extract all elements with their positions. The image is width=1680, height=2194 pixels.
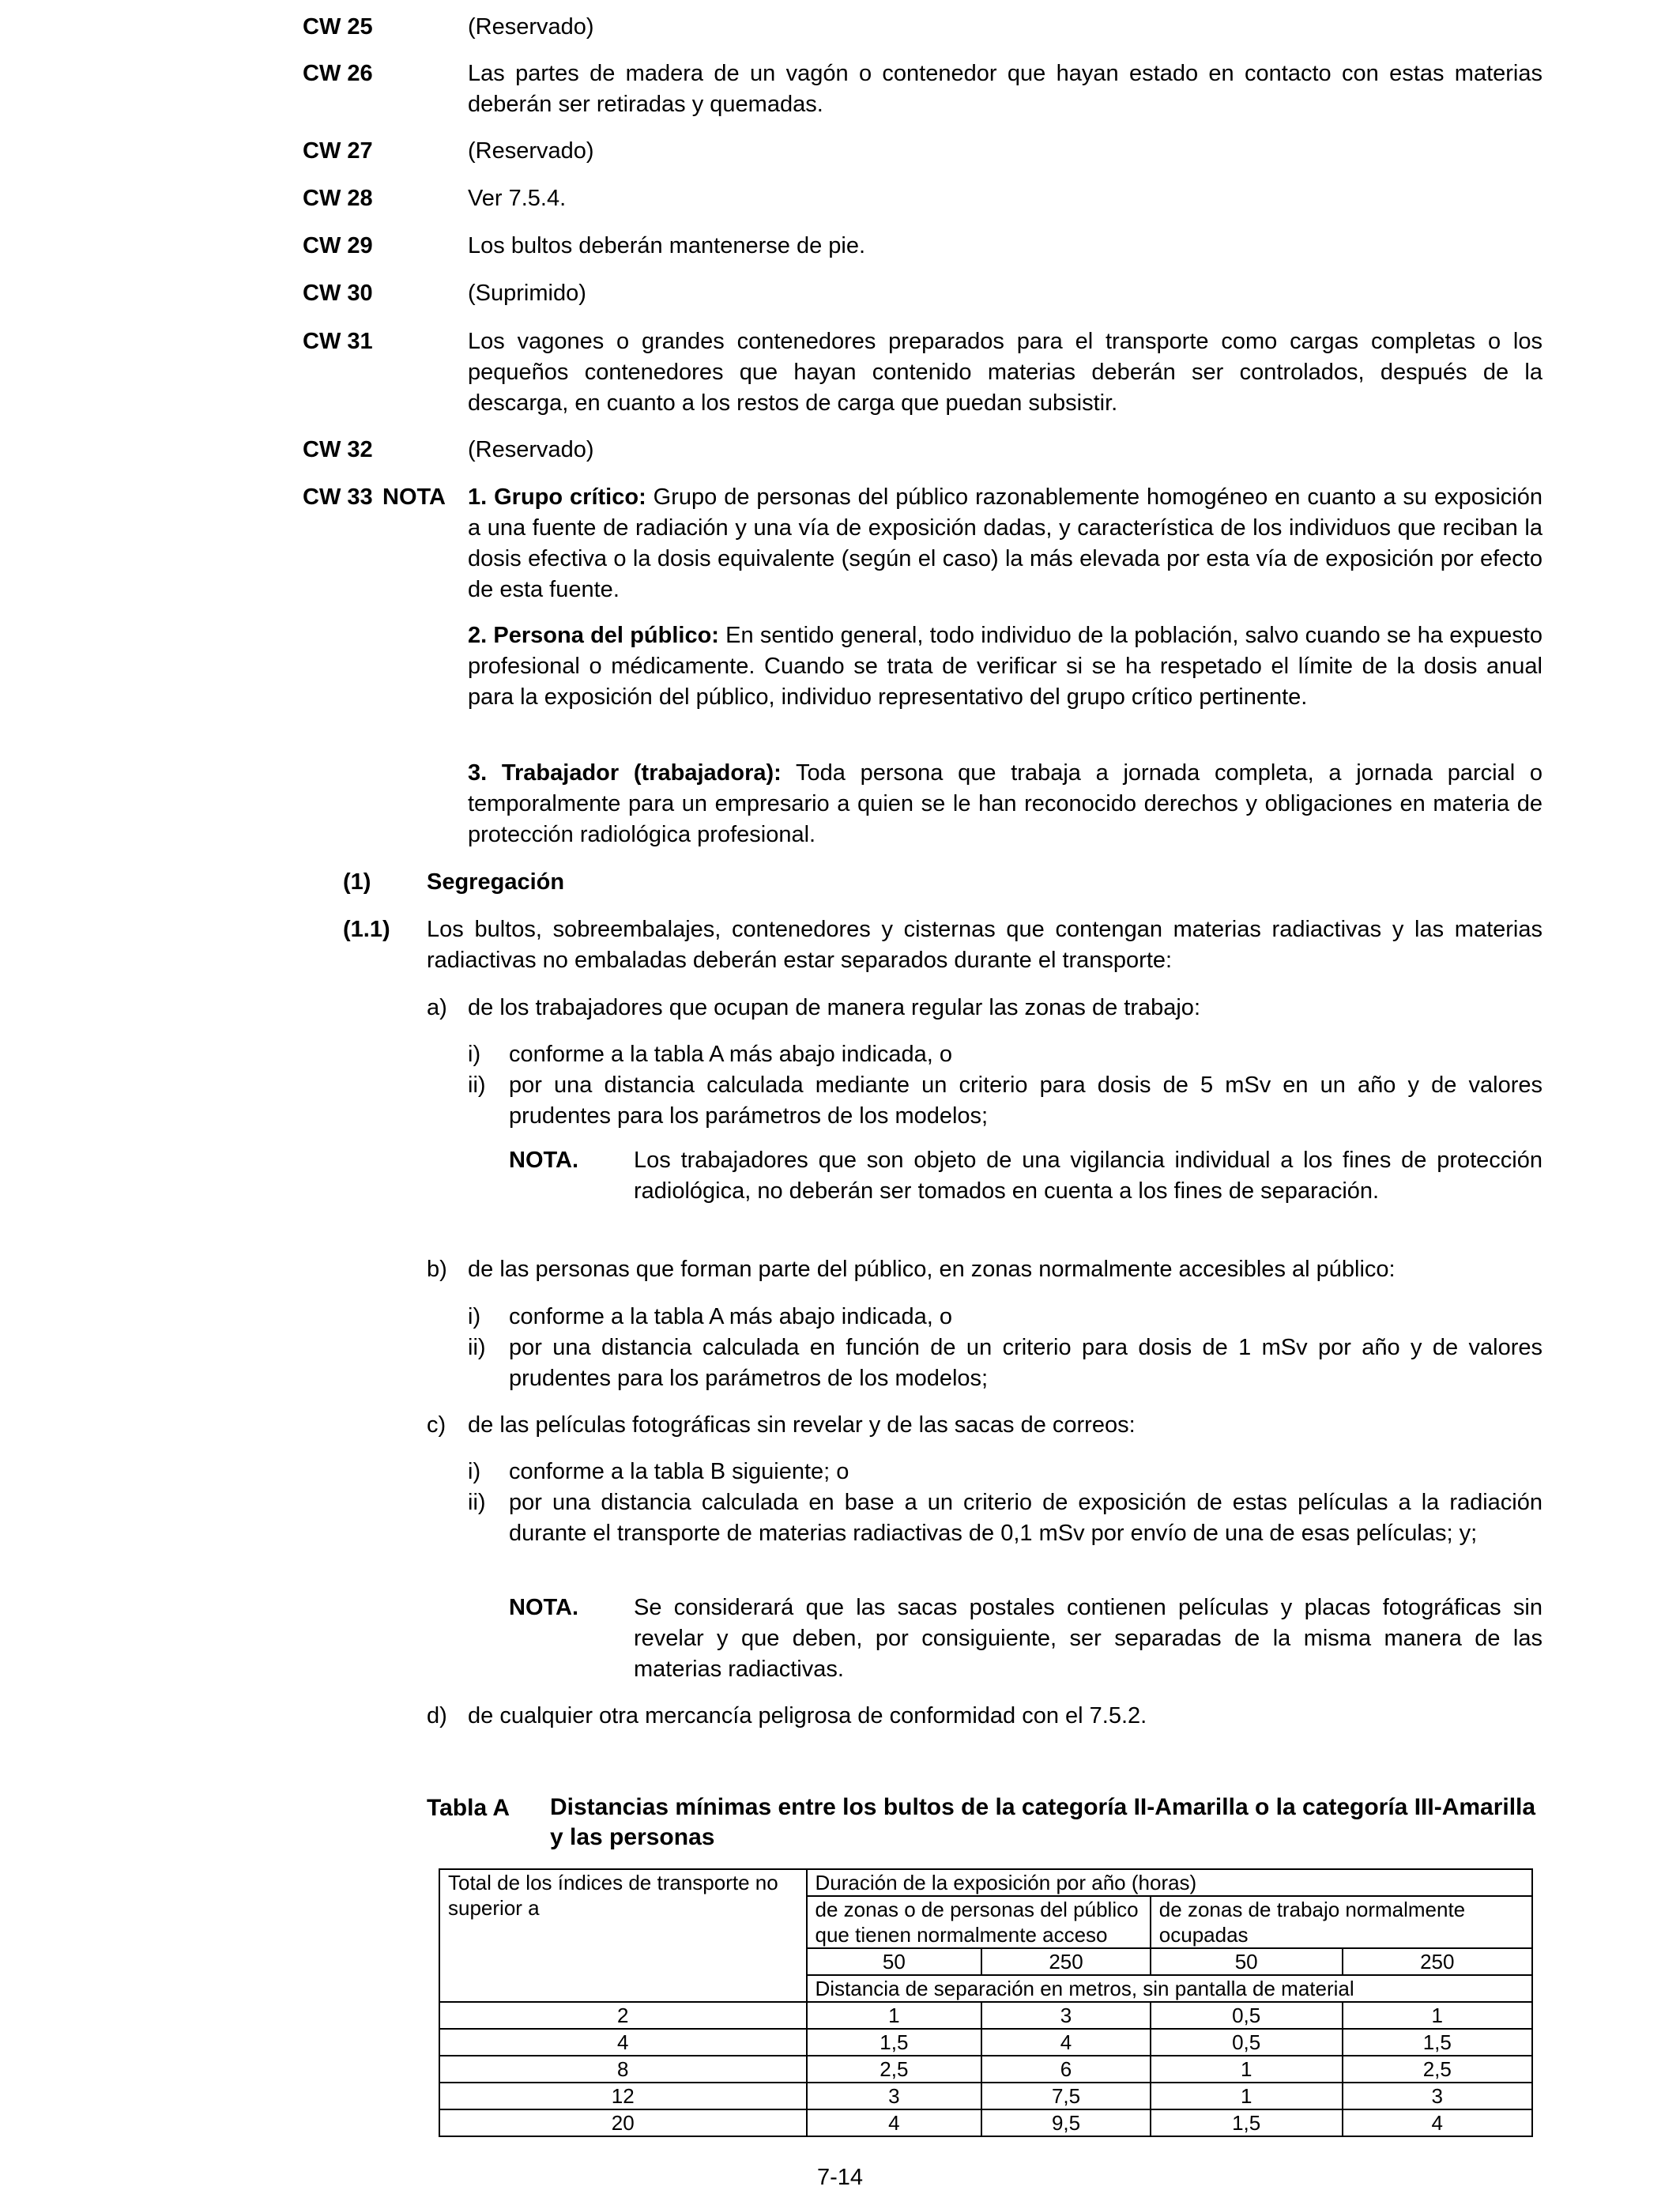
table-cell: 4	[439, 2029, 807, 2056]
item-c-nota-label: NOTA.	[509, 1595, 579, 1620]
definition-term: 1. Grupo crítico:	[468, 484, 646, 510]
table-cell: 12	[439, 2083, 807, 2109]
cw-code: CW 28	[303, 186, 373, 211]
table-cell: 1	[1151, 2083, 1343, 2109]
header-hours: 250	[1343, 1948, 1532, 1975]
section-title: Segregación	[427, 869, 565, 895]
item-b-ii-text: por una distancia calculada en función de un criterio para dosis de 1 mSv por año y de valores prudentes para los parámetros de los modelos;	[509, 1335, 1543, 1391]
table-cell: 3	[981, 2002, 1151, 2029]
definition-term: 2. Persona del público:	[468, 623, 719, 648]
cw-text: Los bultos deberán mantenerse de pie.	[468, 233, 866, 258]
item-c-ii-text: por una distancia calculada en base a un criterio de exposición de estas películas a la radiación durante el transporte de materias radiactivas de 0,1 mSv por envío de una de esas películas; y;	[509, 1490, 1543, 1546]
table-cell: 2,5	[1343, 2056, 1532, 2083]
item-c-i-label: i)	[468, 1459, 481, 1484]
table-cell: 20	[439, 2109, 807, 2136]
cw-code: CW 32	[303, 437, 373, 462]
table-row	[439, 2002, 1532, 2029]
item-d-letter: d)	[427, 1703, 447, 1728]
item-c-nota-text: Se considerará que las sacas postales contienen películas y placas fotográficas sin revelar y que deben, por consiguiente, ser separadas de la misma manera de las materias radiactivas.	[634, 1595, 1543, 1682]
definition-text: En sentido general, todo individuo de la población, salvo cuando se ha expuesto profesional o médicamente. Cuando se trata de verificar si se ha respetado el límite de la dosis anual para la exposición del público, individuo representativo del grupo crítico pertinente.	[468, 623, 1543, 710]
item-c-i-text: conforme a la tabla B siguiente; o	[509, 1459, 849, 1484]
table-row	[439, 2029, 1532, 2056]
table-cell: 4	[1343, 2109, 1532, 2136]
item-b-ii-label: ii)	[468, 1335, 486, 1360]
header-duracion: Duración de la exposición por año (horas)	[807, 1869, 1533, 1896]
definition-term: 3. Trabajador (trabajadora):	[468, 760, 782, 786]
table-cell: 1	[1343, 2002, 1532, 2029]
table-cell: 7,5	[981, 2083, 1151, 2109]
table-cell: 1,5	[807, 2029, 982, 2056]
table-label: Tabla A	[427, 1795, 510, 1821]
table-cell: 4	[807, 2109, 982, 2136]
cw-text: (Reservado)	[468, 437, 594, 462]
cw-code: CW 30	[303, 281, 373, 306]
item-b-letter: b)	[427, 1257, 447, 1282]
definition-text: Grupo de personas del público razonablemente homogéneo en cuanto a su exposición a una fuente de radiación y una vía de exposición dadas, y característica de los individuos que reciban la dosis efectiva o la dosis equivalente (según el caso) la más elevada por esta vía de exposición por efecto de esta fuente.	[468, 484, 1543, 602]
item-c-text: de las películas fotográficas sin revelar y de las sacas de correos:	[468, 1412, 1136, 1438]
table-cell: 3	[807, 2083, 982, 2109]
definition-3	[468, 758, 1543, 850]
cw-code: CW 33	[303, 484, 373, 510]
cw-text: (Reservado)	[468, 14, 594, 40]
nota-label: NOTA	[382, 484, 446, 510]
cw-code: CW 31	[303, 329, 373, 354]
item-a-letter: a)	[427, 995, 447, 1020]
item-a-ii-label: ii)	[468, 1072, 486, 1098]
cw-code: CW 27	[303, 138, 373, 164]
cw-code: CW 25	[303, 14, 373, 40]
table-row	[439, 2083, 1532, 2109]
cw-text: (Suprimido)	[468, 281, 586, 306]
table-row	[439, 2109, 1532, 2136]
item-b-i-label: i)	[468, 1304, 481, 1329]
table-cell: 1,5	[1151, 2109, 1343, 2136]
header-distancia: Distancia de separación en metros, sin pantalla de material	[807, 1975, 1533, 2002]
section-number: (1)	[343, 869, 371, 895]
table-cell: 6	[981, 2056, 1151, 2083]
table-cell: 8	[439, 2056, 807, 2083]
distance-table	[439, 1868, 1533, 2137]
item-c-ii-label: ii)	[468, 1490, 486, 1515]
item-a-nota-label: NOTA.	[509, 1148, 579, 1173]
item-a-i-text: conforme a la tabla A más abajo indicada, o	[509, 1042, 953, 1067]
item-a-ii-text: por una distancia calculada mediante un criterio para dosis de 5 mSv en un año y de valores prudentes para los parámetros de los modelos;	[509, 1072, 1543, 1129]
item-a-text: de los trabajadores que ocupan de manera regular las zonas de trabajo:	[468, 995, 1200, 1020]
table-cell: 3	[1343, 2083, 1532, 2109]
header-hours: 50	[807, 1948, 982, 1975]
item-a-nota-text: Los trabajadores que son objeto de una vigilancia individual a los fines de protección radiológica, no deberán ser tomados en cuenta a los fines de separación.	[634, 1148, 1543, 1204]
header-publico: de zonas o de personas del público que tienen normalmente acceso	[807, 1896, 1151, 1948]
cw-code: CW 29	[303, 233, 373, 258]
table-cell: 1	[1151, 2056, 1343, 2083]
item-c-letter: c)	[427, 1412, 446, 1438]
table-cell: 1,5	[1343, 2029, 1532, 2056]
item-b-i-text: conforme a la tabla A más abajo indicada, o	[509, 1304, 953, 1329]
table-caption: Distancias mínimas entre los bultos de la categoría II-Amarilla o la categoría III-Amarilla y las personas	[550, 1794, 1536, 1850]
item-a-i-label: i)	[468, 1042, 481, 1067]
definition-1	[468, 482, 1543, 605]
item-d-text: de cualquier otra mercancía peligrosa de conformidad con el 7.5.2.	[468, 1703, 1147, 1728]
header-hours: 50	[1151, 1948, 1343, 1975]
table-cell: 9,5	[981, 2109, 1151, 2136]
subsection-text: Los bultos, sobreembalajes, contenedores y cisternas que contengan materias radiactivas y las materias radiactivas no embaladas deberán estar separados durante el transporte:	[427, 917, 1543, 973]
cw-text: Ver 7.5.4.	[468, 186, 567, 211]
header-trabajo: de zonas de trabajo normalmente ocupadas	[1151, 1896, 1532, 1948]
cw-text: (Reservado)	[468, 138, 594, 164]
cw-text: Las partes de madera de un vagón o contenedor que hayan estado en contacto con estas materias deberán ser retiradas y quemadas.	[468, 61, 1543, 117]
page-number: 7-14	[816, 2165, 864, 2190]
table-row	[439, 2056, 1532, 2083]
cw-code: CW 26	[303, 61, 373, 86]
definition-2	[468, 620, 1543, 713]
table-cell: 0,5	[1151, 2002, 1343, 2029]
subsection-number: (1.1)	[343, 917, 390, 942]
table-cell: 2,5	[807, 2056, 982, 2083]
item-b-text: de las personas que forman parte del público, en zonas normalmente accesibles al público:	[468, 1257, 1396, 1282]
definition-text: Toda persona que trabaja a jornada completa, a jornada parcial o temporalmente para un empresario a quien se le han reconocido derechos y obligaciones en materia de protección radiológica profesional.	[468, 760, 1543, 847]
table-cell: 0,5	[1151, 2029, 1343, 2056]
table-cell: 2	[439, 2002, 807, 2029]
header-total: Total de los índices de transporte no superior a	[439, 1869, 807, 2002]
header-hours: 250	[981, 1948, 1151, 1975]
cw-text: Los vagones o grandes contenedores preparados para el transporte como cargas completas o los pequeños contenedores que hayan contenido materias deberán ser controlados, después de la descarga, en cuanto a los restos de carga que puedan subsistir.	[468, 329, 1543, 416]
table-cell: 4	[981, 2029, 1151, 2056]
table-cell: 1	[807, 2002, 982, 2029]
